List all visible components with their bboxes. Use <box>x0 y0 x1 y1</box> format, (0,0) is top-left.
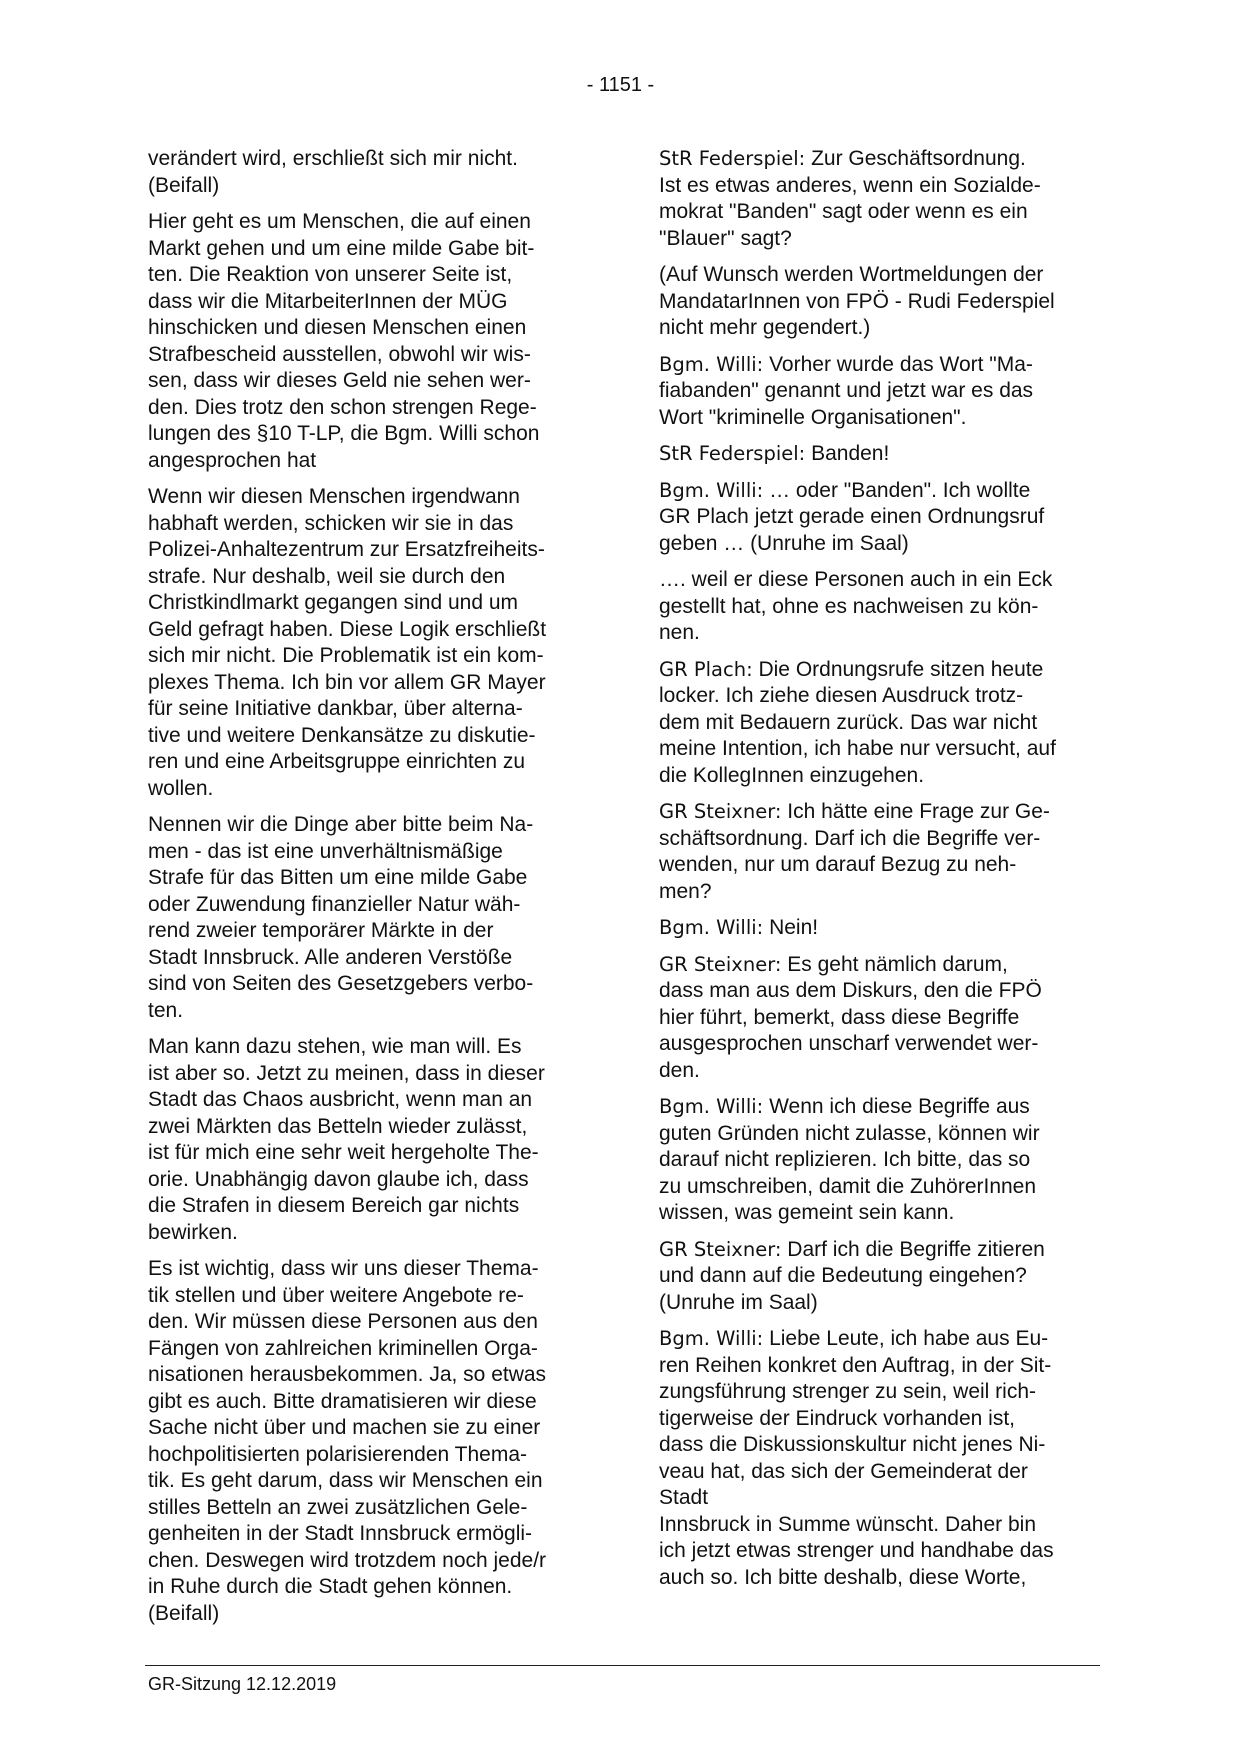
speaker: GR Steixner: <box>659 800 782 823</box>
speaker: StR Federspiel: <box>659 147 806 170</box>
page-number: - 1151 - <box>586 74 655 96</box>
right-column <box>659 146 1099 1601</box>
paragraph: Hier geht es um Menschen, die auf einen Markt gehen und um eine milde Gabe bit- ten. Die Reaktion von unserer Seite ist, dass wir die MitarbeiterInnen der MÜG hinschicken und diesen Menschen einen Strafbescheid ausstellen, obwohl wir wis- sen, dass wir dieses Geld nie sehen wer- den. Dies trotz den schon strengen Rege- lungen des §10 T-LP, die Bgm. Willi schon angesprochen hat <box>148 210 540 472</box>
statement: (Auf Wunsch werden Wortmeldungen der MandatarInnen von FPÖ - Rudi Federspiel nicht mehr gegendert.) <box>659 263 1055 339</box>
footer-divider <box>145 1665 1100 1666</box>
statement: Bgm. Willi: … oder "Banden". Ich wollte GR Plach jetzt gerade einen Ordnungsruf geben … (Unruhe im Saal) <box>659 478 1045 555</box>
paragraph: Wenn wir diesen Menschen irgendwann habhaft werden, schicken wir sie in das Polizei-Anhaltezentrum zur Ersatzfreiheits- strafe. Nur deshalb, weil sie durch den Christkindlmarkt gegangen sind und um Geld gefragt haben. Diese Logik erschließt sich mir nicht. Die Problematik ist ein kom- plexes Thema. Ich bin vor allem GR Mayer für seine Initiative dankbar, über alterna- tive und weitere Denkansätze zu diskutie- ren und eine Arbeitsgruppe einrichten zu wollen. <box>148 485 547 800</box>
speaker: Bgm. Willi: <box>659 1327 764 1350</box>
speaker: Bgm. Willi: <box>659 352 764 376</box>
paragraph: Man kann dazu stehen, wie man will. Es ist aber so. Jetzt zu meinen, dass in dieser Stadt das Chaos ausbricht, wenn man an zwei Märkten das Betteln wieder zulässt, ist für mich eine sehr weit hergeholte The- orie. Unabhängig davon glaube ich, dass die Strafen in diesem Bereich gar nichts bewirken. <box>148 1035 545 1244</box>
speaker: Bgm. Willi: <box>659 1095 764 1118</box>
paragraph: verändert wird, erschließt sich mir nicht. (Beifall) <box>148 147 518 197</box>
speaker: GR Steixner: <box>659 952 782 976</box>
statement: GR Plach: Die Ordnungsrufe sitzen heute locker. Ich ziehe diesen Ausdruck trotz- dem mit Bedauern zurück. Das war nicht meine Intention, ich habe nur versucht, auf die KollegInnen einzugehen. <box>659 657 1056 787</box>
paragraph: Es ist wichtig, dass wir uns dieser Thema- tik stellen und über weitere Angebote re- den. Wir müssen diese Personen aus den Fängen von zahlreichen kriminellen Orga- nisationen herausbekommen. Ja, so etwas gibt es auch. Bitte dramatisieren wir diese Sache nicht über und machen sie zu einer hochpolitisierten polarisierenden Thema- tik. Es geht darum, dass wir Menschen ein stilles Betteln an zwei zusätzlichen Gele- genheiten in der Stadt Innsbruck ermögli- chen. Deswegen wird trotzdem noch jede/r in Ruhe durch die Stadt gehen können. (Beifall) <box>148 1257 547 1625</box>
statement: Bgm. Willi: Liebe Leute, ich habe aus Eu- ren Reihen konkret den Auftrag, in der Sit- zungsführung strenger zu sein, weil rich- tigerweise der Eindruck vorhanden ist, dass die Diskussionskultur nicht jenes Ni- veau hat, das sich der Gemeinderat der Stadt <box>659 1327 1052 1509</box>
speaker: GR Steixner: <box>659 1237 782 1261</box>
statement: GR Steixner: Es geht nämlich darum, dass man aus dem Diskurs, den die FPÖ hier führt, bemerkt, dass diese Begriffe ausgesprochen unscharf verwendet wer- den. <box>659 952 1042 1082</box>
speaker: Bgm. Willi: <box>659 916 764 939</box>
left-column <box>148 146 588 1637</box>
statement: GR Steixner: Ich hätte eine Frage zur Ge- schäftsordnung. Darf ich die Begriffe ver- wenden, nur um darauf Bezug zu neh- men? <box>659 800 1050 903</box>
statement: GR Steixner: Darf ich die Begriffe zitieren und dann auf die Bedeutung eingehen? (Unruhe im Saal) <box>659 1237 1045 1314</box>
statement: Bgm. Willi: Wenn ich diese Begriffe aus guten Gründen nicht zulasse, können wir darauf nicht replizieren. Ich bitte, das so zu umschreiben, damit die ZuhörerInnen wissen, was gemeint sein kann. <box>659 1095 1040 1224</box>
statement: …. weil er diese Personen auch in ein Eck gestellt hat, ohne es nachweisen zu kön- nen. <box>659 568 1053 644</box>
statement: Bgm. Willi: Vorher wurde das Wort "Ma- fiabanden" genannt und jetzt war es das Wort "kriminelle Organisationen". <box>659 352 1034 429</box>
paragraph: Nennen wir die Dinge aber bitte beim Na- men - das ist eine unverhältnismäßige Strafe für das Bitten um eine milde Gabe oder Zuwendung finanzieller Natur wäh- rend zweier temporärer Märkte in der Stadt Innsbruck. Alle anderen Verstöße sind von Seiten des Gesetzgebers verbo- ten. <box>148 813 534 1022</box>
speaker: StR Federspiel: <box>659 442 806 465</box>
statement: Innsbruck in Summe wünscht. Daher bin ich jetzt etwas strenger und handhabe das auch so. Ich bitte deshalb, diese Worte, <box>659 1512 1054 1589</box>
statement: Bgm. Willi: Nein! <box>659 916 819 939</box>
statement: StR Federspiel: Zur Geschäftsordnung. Ist es etwas anderes, wenn ein Sozialde- mokrat "Banden" sagt oder wenn es ein "Blauer" sagt? <box>659 147 1041 250</box>
speaker: GR Plach: <box>659 657 753 681</box>
footer-text: GR-Sitzung 12.12.2019 <box>148 1674 337 1694</box>
statement: StR Federspiel: Banden! <box>659 442 890 465</box>
speaker: Bgm. Willi: <box>659 478 764 502</box>
